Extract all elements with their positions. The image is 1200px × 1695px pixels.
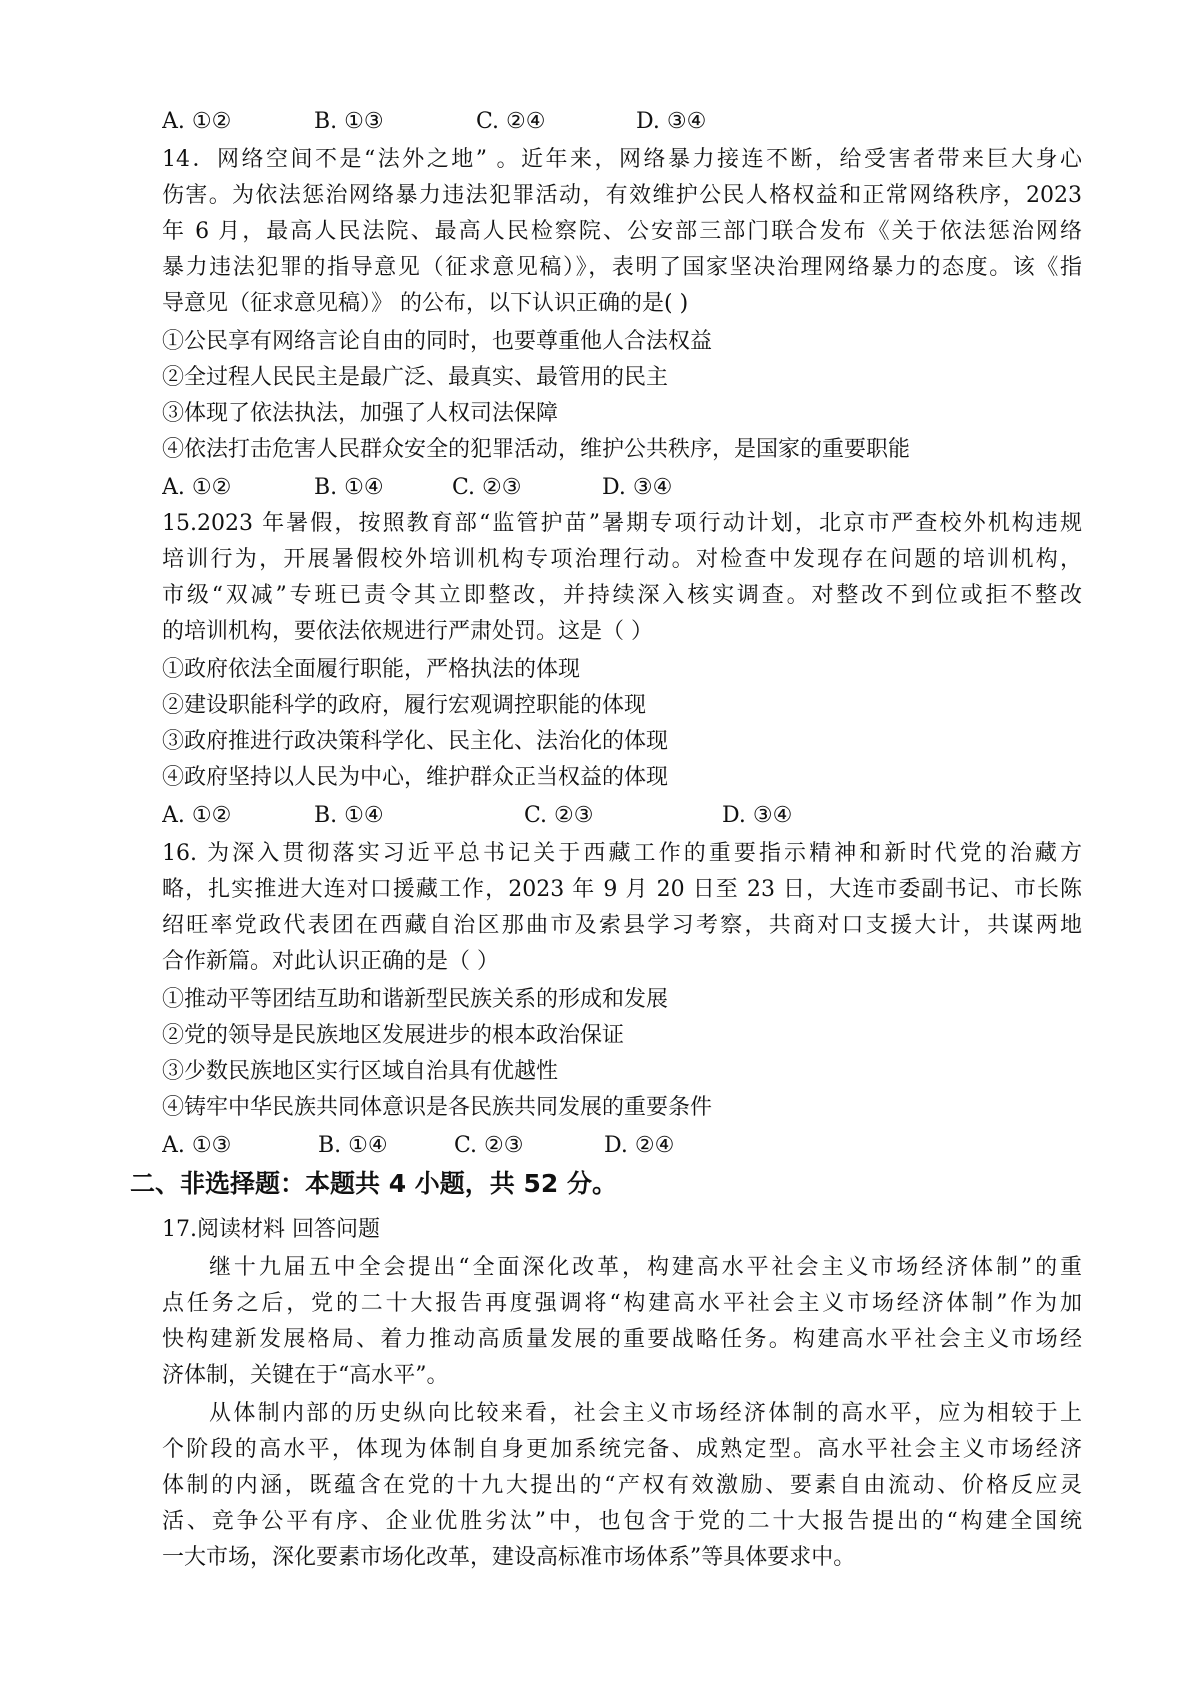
section-heading: 二、非选择题：本题共 4 小题，共 52 分。 xyxy=(130,1169,618,1198)
q16-item: ④铸牢中华民族共同体意识是各民族共同发展的重要条件 xyxy=(162,1095,713,1120)
q17-paragraph-line: 济体制，关键在于“高水平”。 xyxy=(162,1363,449,1388)
q15-stem-line: 培训行为，开展暑假校外培训机构专项治理行动。对检查中发现存在问题的培训机构， xyxy=(162,547,1082,572)
q16-stem-line: 绍旺率党政代表团在西藏自治区那曲市及索县学习考察，共商对口支援大计，共谋两地 xyxy=(162,913,1082,938)
q16-stem-line: 16. 为深入贯彻落实习近平总书记关于西藏工作的重要指示精神和新时代党的治藏方 xyxy=(162,841,1082,866)
q15-option-c: C. ②③ xyxy=(524,803,594,828)
q13-option-c: C. ②④ xyxy=(476,109,546,134)
q17-title: 17.阅读材料 回答问题 xyxy=(162,1217,380,1242)
q16-option-b: B. ①④ xyxy=(318,1133,388,1158)
q15-option-b: B. ①④ xyxy=(314,803,384,828)
q14-stem-line: 年 6 月，最高人民法院、最高人民检察院、公安部三部门联合发布《关于依法惩治网络 xyxy=(162,219,1082,244)
q14-stem-line: 暴力违法犯罪的指导意见（征求意见稿）》，表明了国家坚决治理网络暴力的态度。该《指 xyxy=(162,255,1082,280)
q15-item: ①政府依法全面履行职能，严格执法的体现 xyxy=(162,657,581,682)
q16-stem-line: 合作新篇。对此认识正确的是（ ） xyxy=(162,949,499,974)
q16-option-a: A. ①③ xyxy=(162,1133,232,1158)
q16-item: ②党的领导是民族地区发展进步的根本政治保证 xyxy=(162,1023,625,1048)
q14-option-d: D. ③④ xyxy=(602,475,673,500)
q16-options xyxy=(162,1128,1082,1164)
q16-item: ③少数民族地区实行区域自治具有优越性 xyxy=(162,1059,559,1084)
q14-option-b: B. ①④ xyxy=(314,475,384,500)
q17-paragraph-line: 从体制内部的历史纵向比较来看，社会主义市场经济体制的高水平，应为相较于上 xyxy=(209,1401,1082,1426)
q17-paragraph-line: 一大市场，深化要素市场化改革，建设高标准市场体系”等具体要求中。 xyxy=(162,1545,856,1570)
q14-stem-line: 导意见（征求意见稿）》 的公布，以下认识正确的是( ) xyxy=(162,291,689,316)
q16-stem-line: 略，扎实推进大连对口援藏工作，2023 年 9 月 20 日至 23 日，大连市委副书记、市长陈 xyxy=(162,877,1082,902)
q13-option-d: D. ③④ xyxy=(636,109,707,134)
q13-option-a: A. ①② xyxy=(162,109,232,134)
q15-item: ③政府推进行政决策科学化、民主化、法治化的体现 xyxy=(162,729,669,754)
q16-item: ①推动平等团结互助和谐新型民族关系的形成和发展 xyxy=(162,987,669,1012)
q17-paragraph-line: 快构建新发展格局、着力推动高质量发展的重要战略任务。构建高水平社会主义市场经 xyxy=(162,1327,1082,1352)
q13-option-b: B. ①③ xyxy=(314,109,384,134)
q13-options xyxy=(162,104,1082,140)
q14-stem-line: 伤害。为依法惩治网络暴力违法犯罪活动，有效维护公民人格权益和正常网络秩序，2023 xyxy=(162,183,1082,208)
q15-item: ④政府坚持以人民为中心，维护群众正当权益的体现 xyxy=(162,765,669,790)
q15-options xyxy=(162,798,1082,834)
q16-option-d: D. ②④ xyxy=(604,1133,675,1158)
q14-options xyxy=(162,470,1082,506)
q14-option-a: A. ①② xyxy=(162,475,232,500)
q17-paragraph-line: 继十九届五中全会提出“全面深化改革，构建高水平社会主义市场经济体制”的重 xyxy=(209,1255,1082,1280)
q14-option-c: C. ②③ xyxy=(452,475,522,500)
q17-paragraph-line: 个阶段的高水平，体现为体制自身更加系统完备、成熟定型。高水平社会主义市场经济 xyxy=(162,1437,1082,1462)
q16-option-c: C. ②③ xyxy=(454,1133,524,1158)
q17-paragraph-line: 体制的内涵，既蕴含在党的十九大提出的“产权有效激励、要素自由流动、价格反应灵 xyxy=(162,1473,1082,1498)
q15-option-a: A. ①② xyxy=(162,803,232,828)
q14-item: ④依法打击危害人民群众安全的犯罪活动，维护公共秩序，是国家的重要职能 xyxy=(162,437,911,462)
q15-option-d: D. ③④ xyxy=(722,803,793,828)
q14-stem-line: 14．网络空间不是“法外之地” 。近年来，网络暴力接连不断，给受害者带来巨大身心 xyxy=(162,147,1082,172)
q14-item: ②全过程人民民主是最广泛、最真实、最管用的民主 xyxy=(162,365,669,390)
q14-item: ①公民享有网络言论自由的同时，也要尊重他人合法权益 xyxy=(162,329,713,354)
q15-stem-line: 15.2023 年暑假，按照教育部“监管护苗”暑期专项行动计划，北京市严查校外机构违规 xyxy=(162,511,1082,536)
q17-paragraph-line: 点任务之后，党的二十大报告再度强调将“构建高水平社会主义市场经济体制”作为加 xyxy=(162,1291,1082,1316)
q15-stem-line: 市级“双减”专班已责令其立即整改，并持续深入核实调查。对整改不到位或拒不整改 xyxy=(162,583,1082,608)
q14-item: ③体现了依法执法，加强了人权司法保障 xyxy=(162,401,559,426)
q17-paragraph-line: 活、竞争公平有序、企业优胜劣汰”中，也包含于党的二十大报告提出的“构建全国统 xyxy=(162,1509,1082,1534)
q15-stem-line: 的培训机构，要依法依规进行严肃处罚。这是（ ） xyxy=(162,619,653,644)
q15-item: ②建设职能科学的政府，履行宏观调控职能的体现 xyxy=(162,693,647,718)
